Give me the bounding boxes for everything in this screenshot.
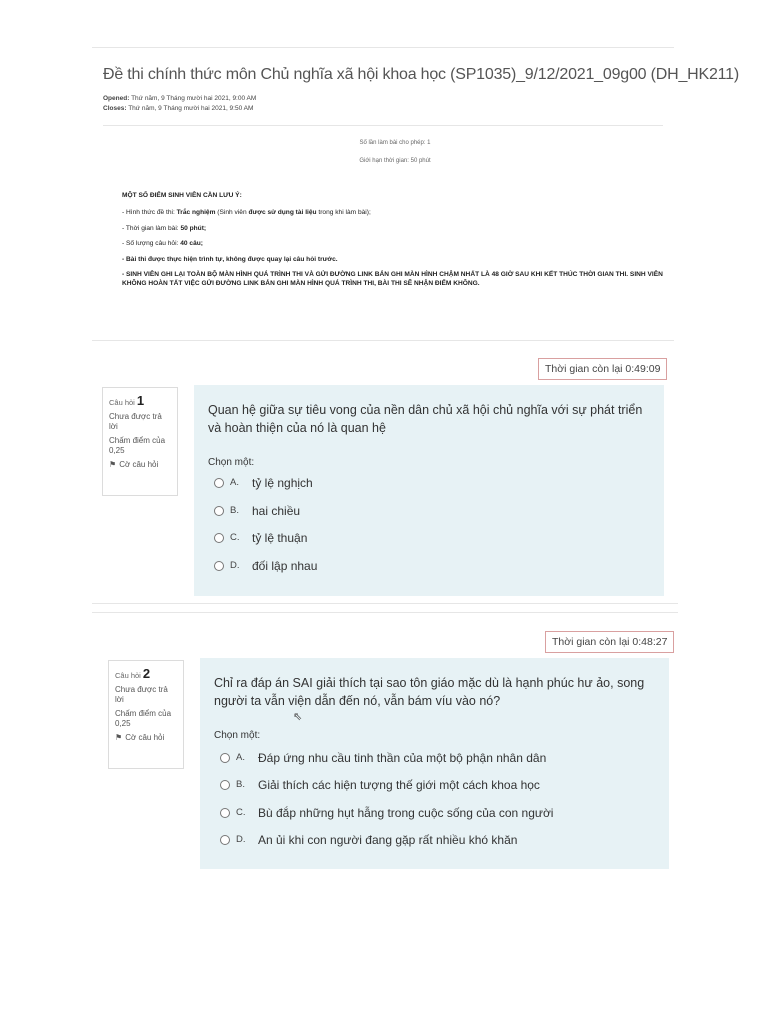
choose-one-label: Chọn một: [214,730,261,741]
option-a[interactable]: A. Đáp ứng nhu cầu tinh thần của một bộ phận nhân dân [220,750,546,765]
section-divider [92,612,678,613]
notes-heading: MỘT SỐ ĐIỂM SINH VIÊN CẦN LƯU Ý: [122,192,242,199]
closes-value: Thứ năm, 9 Tháng mười hai 2021, 9:50 AM [128,105,254,112]
page-title: Đề thi chính thức môn Chủ nghĩa xã hội khoa học (SP1035)_9/12/2021_09g00 (DH_HK211) [103,66,740,83]
flag-question-link[interactable]: ⚑ Cờ câu hỏi [115,733,165,742]
question-text: Quan hệ giữa sự tiêu vong của nền dân chủ xã hội chủ nghĩa với sự phát triển và hoàn thiện của nó là quan hệ [208,403,643,435]
question-info: Câu hỏi 1 Chưa được trả lời Chấm điểm của 0,25 ⚑ Cờ câu hỏi [102,387,178,496]
option-d[interactable]: D. An ủi khi con người đang gặp rất nhiều khó khăn [220,832,517,847]
question-mark: Chấm điểm của 0,25 [115,709,172,728]
closes-line [103,105,253,112]
radio-button[interactable] [214,506,224,516]
option-b[interactable]: B. hai chiều [214,503,300,518]
note-warning: - SINH VIÊN GHI LẠI TOÀN BỘ MÀN HÌNH QUÁ TRÌNH THI VÀ GỬI ĐƯỜNG LINK BẢN GHI MÀN HÌNH CHẬM NHẤT LÀ 48 GIỜ SAU KHI KẾT THÚC THỜI GIAN THI. SINH VIÊN KHÔNG HOÀN TẤT VIỆC GỬI ĐƯỜNG LINK BẢN GHI MÀN HÌNH QUÁ TRÌNH THI, BÀI THI SẼ NHẬN ĐIỂM KHÔNG. [122,271,663,287]
header-divider [103,125,663,126]
radio-button[interactable] [220,835,230,845]
radio-button[interactable] [214,561,224,571]
time-remaining: Thời gian còn lại 0:48:27 [545,631,674,653]
closes-label: Closes: [103,105,127,112]
question-info: Câu hỏi 2 Chưa được trả lời Chấm điểm của 0,25 ⚑ Cờ câu hỏi [108,660,184,769]
option-a[interactable]: A. tỷ lệ nghịch [214,475,313,490]
question-text: Chỉ ra đáp án SAI giải thích tại sao tôn giáo mặc dù là hạnh phúc hư ảo, song người ta vẫn viện dẫn đến nó, vẫn bám víu vào nó? [214,676,645,708]
choose-one-label: Chọn một: [208,457,255,468]
option-c[interactable]: C. tỷ lệ thuận [214,530,307,545]
radio-button[interactable] [214,478,224,488]
question-number: 1 [136,393,145,408]
radio-button[interactable] [220,753,230,763]
question-status: Chưa được trả lời [115,685,168,704]
note-duration: - Thời gian làm bài: 50 phút; [122,225,207,232]
flag-icon: ⚑ [115,733,123,742]
mouse-cursor-icon: ⇖ [293,711,303,723]
question-mark: Chấm điểm của 0,25 [109,436,166,455]
radio-button[interactable] [220,808,230,818]
opened-value: Thứ năm, 9 Tháng mười hai 2021, 9:00 AM [131,95,257,102]
question-panel [200,658,669,869]
option-b[interactable]: B. Giải thích các hiện tượng thế giới một cách khoa học [220,777,540,792]
radio-button[interactable] [220,780,230,790]
flag-question-link[interactable]: ⚑ Cờ câu hỏi [109,460,159,469]
flag-icon: ⚑ [109,460,117,469]
time-remaining: Thời gian còn lại 0:49:09 [538,358,667,380]
opened-label: Opened: [103,95,130,102]
opened-line [103,95,256,102]
top-divider [92,47,674,48]
note-sequence: - Bài thi được thực hiện trình tự, không được quay lại câu hỏi trước. [122,256,338,263]
note-format: - Hình thức đề thi: Trắc nghiệm (Sinh viên được sử dụng tài liệu trong khi làm bài); [122,209,371,216]
question-status: Chưa được trả lời [109,412,162,431]
attempts-allowed: Số lần làm bài cho phép: 1 [359,140,431,146]
note-question-count: - Số lượng câu hỏi: 40 câu; [122,240,203,247]
time-limit: Giới hạn thời gian: 50 phút [359,158,431,164]
section-divider [92,340,674,341]
radio-button[interactable] [214,533,224,543]
option-c[interactable]: C. Bù đắp những hụt hẫng trong cuộc sống của con người [220,805,553,820]
section-divider [92,603,678,604]
option-d[interactable]: D. đối lập nhau [214,558,317,573]
question-number: 2 [142,666,151,681]
question-panel [194,385,664,596]
